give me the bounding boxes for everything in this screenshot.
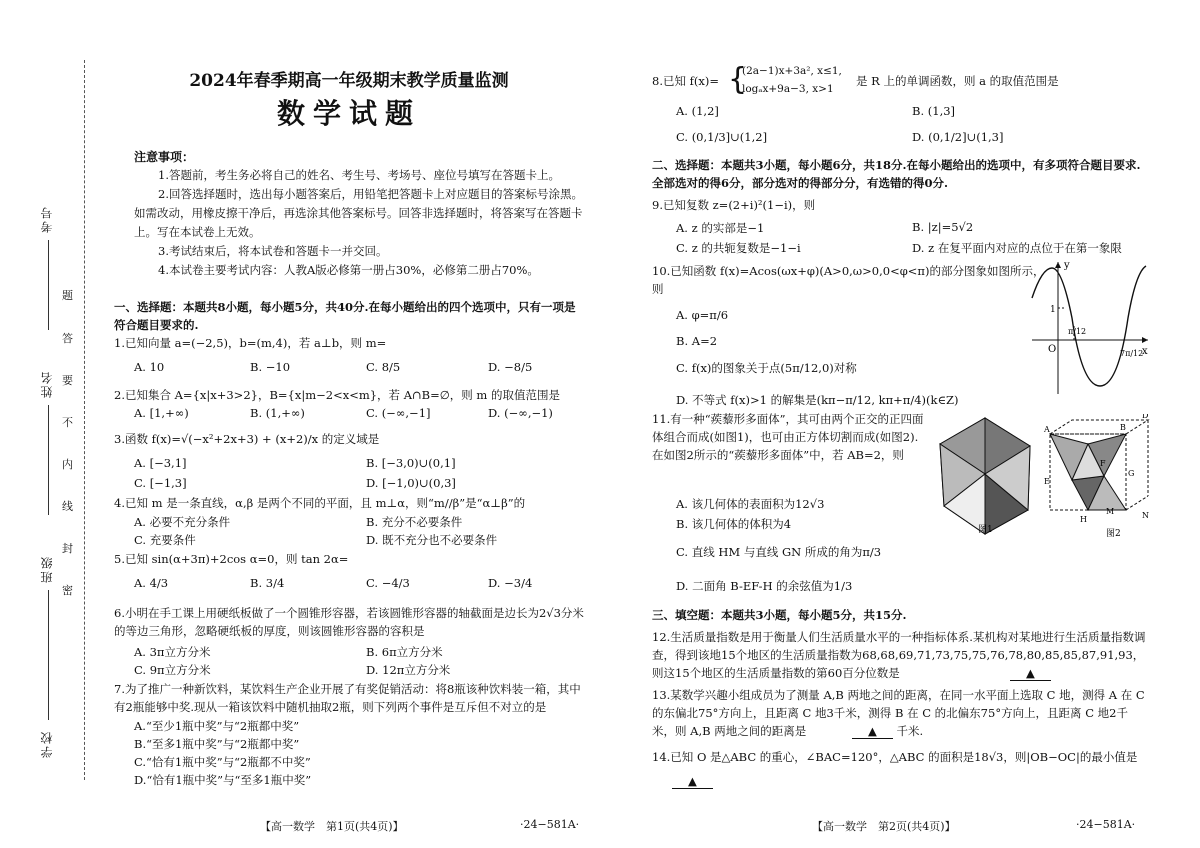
q4-option-b: B. 充分不必要条件 <box>366 515 463 529</box>
seal-char: 内 <box>62 458 73 471</box>
question-14: 14.已知 O 是△ABC 的重心，∠BAC=120°，△ABC 的面积是18√3，则|OB−OC|的最小值是 <box>652 750 1138 764</box>
q9-option-c: C. z 的共轭复数是−1−i <box>676 241 801 255</box>
q8-option-b: B. (1,3] <box>912 104 956 118</box>
q1-option-d: D. −8/5 <box>488 360 533 374</box>
section-1-heading: 一、选择题：本题共8小题，每小题5分，共40分.在每小题给出的四个选项中，只有一项是符合题目要求的. <box>114 300 576 332</box>
label-xuexiao: 学校 <box>40 730 54 758</box>
q1-option-b: B. −10 <box>250 360 291 374</box>
seal-char: 要 <box>62 374 73 387</box>
q9-option-a: A. z 的实部是−1 <box>676 221 765 235</box>
q5-option-c: C. −4/3 <box>366 576 410 590</box>
q5-option-a: A. 4/3 <box>134 576 169 590</box>
q1-option-c: C. 8/5 <box>366 360 401 374</box>
question-10: 10.已知函数 f(x)=Acos(ωx+φ)(A>0,ω>0,0<φ<π)的部分图象如图所示，则 <box>652 264 1045 296</box>
notice-item: 3.考试结束后，将本试卷和答题卡一并交回。 <box>158 244 388 258</box>
q11-option-c: C. 直线 HM 与直线 GN 所成的角为π/3 <box>676 545 882 559</box>
question-6: 6.小明在手工课上用硬纸板做了一个圆锥形容器，若该圆锥形容器的轴截面是边长为2√3分米的等边三角形，忽略硬纸板的厚度，则该圆锥形容器的容积是 <box>114 606 584 638</box>
label-kaohao: 考号 <box>40 205 54 233</box>
q9-option-b: B. |z|=5√2 <box>912 220 974 234</box>
q3-option-c: C. [−1,3] <box>134 476 187 490</box>
question-8-prefix: 8.已知 f(x)= <box>652 74 719 88</box>
q5-option-d: D. −3/4 <box>488 576 533 590</box>
seal-char: 不 <box>62 416 73 429</box>
question-4: 4.已知 m 是一条直线，α,β 是两个不同的平面，且 m⊥α，则“m//β”是“α⊥β”的 <box>114 496 526 510</box>
question-11: 11.有一种“蒺藜形多面体”，其可由两个正交的正四面体组合而成(如图1)，也可由正方体切割而成(如图2).在如图2所示的“蒺藜形多面体”中，若 AB=2，则 <box>652 412 924 462</box>
q2-option-b: B. (1,+∞) <box>250 406 305 420</box>
seal-char: 题 <box>62 289 73 302</box>
seal-char: 封 <box>62 542 73 555</box>
question-13: 13.某数学兴趣小组成员为了测量 A,B 两地之间的距离，在同一水平面上选取 C 地，测得 A 在 C 的东偏北75°方向上，且距离 C 地3千米，测得 B 在 C 的北偏东75°方向上，且距离 C 地2千米，则 A,B 两地之间的距离是 <box>652 688 1145 738</box>
q11-figure-2 <box>1042 414 1152 540</box>
svg-text:F: F <box>1100 459 1106 468</box>
svg-text:G: G <box>1128 469 1135 478</box>
svg-text:A: A <box>1044 425 1050 434</box>
q3-option-b: B. [−3,0)∪(0,1] <box>366 456 456 470</box>
q7-option-a: A.“至少1瓶中奖”与“2瓶都中奖” <box>134 719 300 733</box>
xingming-line <box>48 405 49 515</box>
question-1: 1.已知向量 a=(−2,5)，b=(m,4)，若 a⊥b，则 m= <box>114 336 387 350</box>
page-1-code: ·24−581A· <box>520 818 580 831</box>
label-xingming: 姓名 <box>40 370 54 398</box>
question-8-suffix: 是 R 上的单调函数，则 a 的取值范围是 <box>856 74 1059 88</box>
q8-brace: { <box>728 62 748 97</box>
q13-blank-mark: ▲ <box>852 724 893 739</box>
q13-unit: 千米. <box>896 724 924 738</box>
q4-option-a: A. 必要不充分条件 <box>134 515 231 529</box>
q14-answer-blank[interactable] <box>672 772 713 790</box>
q2-option-a: A. [1,+∞) <box>134 406 189 420</box>
seal-line <box>84 60 85 780</box>
binding-margin <box>0 0 100 848</box>
q12-blank-mark: ▲ <box>1010 666 1051 681</box>
page-2-code: ·24−581A· <box>1076 818 1136 831</box>
question-3: 3.函数 f(x)=√(−x²+2x+3) + (x+2)/x 的定义域是 <box>114 432 380 446</box>
page-2 <box>652 0 1152 848</box>
page-2-footer: 【高一数学 第2页(共4页)】 <box>812 820 956 833</box>
graph-origin: O <box>1048 344 1057 355</box>
q14-blank-mark: ▲ <box>672 774 713 789</box>
question-2: 2.已知集合 A={x|x+3>2}，B={x|m−2<x<m}，若 A∩B=∅，则 m 的取值范围是 <box>114 388 560 402</box>
svg-text:E: E <box>1044 477 1050 486</box>
notice-heading: 注意事项： <box>134 150 195 164</box>
question-5: 5.已知 sin(α+3π)+2cos α=0，则 tan 2α= <box>114 552 349 566</box>
question-12: 12.生活质量指数是用于衡量人们生活质量水平的一种指标体系.某机构对某地进行生活质量指数调查，得到该地15个地区的生活质量指数为68,68,69,71,73,75,75,76,78,80,85,85,87,91,93，则这15个地区的生活质量指数的第60百分位数是 <box>652 630 1146 680</box>
q8-option-a: A. (1,2] <box>676 104 719 118</box>
svg-text:D: D <box>1142 414 1149 420</box>
q6-option-c: C. 9π立方分米 <box>134 663 211 677</box>
seal-char: 密 <box>62 584 73 597</box>
notice-item: 4.本试卷主要考试内容：人教A版必修第一册占30%，必修第二册占70%。 <box>158 263 539 277</box>
q4-option-d: D. 既不充分也不必要条件 <box>366 533 498 547</box>
q10-option-d: D. 不等式 f(x)>1 的解集是(kπ−π/12, kπ+π/4)(k∈Z) <box>676 393 959 407</box>
graph-y-label: y <box>1064 260 1070 271</box>
exam-title: 2024年春季期高一年级期末教学质量监测 <box>189 71 509 91</box>
q2-option-d: D. (−∞,−1) <box>488 406 553 420</box>
kaohao-line <box>48 240 49 330</box>
svg-text:N: N <box>1142 511 1149 520</box>
q8-option-d: D. (0,1/2]∪(1,3] <box>912 130 1004 144</box>
q6-option-a: A. 3π立方分米 <box>134 645 211 659</box>
question-9: 9.已知复数 z=(2+i)²(1−i)，则 <box>652 198 816 212</box>
q1-option-a: A. 10 <box>134 360 165 374</box>
svg-text:B: B <box>1120 423 1126 432</box>
notice-item: 1.答题前，考生务必将自己的姓名、考生号、考场号、座位号填写在答题卡上。 <box>158 168 560 182</box>
label-banji: 班级 <box>40 555 54 583</box>
q10-option-a: A. φ=π/6 <box>676 308 729 322</box>
graph-y-tick: 1 <box>1050 305 1056 315</box>
svg-text:H: H <box>1080 515 1087 524</box>
graph-tick-1: π/12 <box>1068 327 1087 336</box>
seal-char: 线 <box>62 500 73 513</box>
q8-piece-2: logₐx+9a−3, x>1 <box>742 83 834 95</box>
q4-option-c: C. 充要条件 <box>134 533 196 547</box>
question-7: 7.为了推广一种新饮料，某饮料生产企业开展了有奖促销活动：将8瓶该种饮料装一箱，其中有2瓶能够中奖.现从一箱该饮料中随机抽取2瓶，则下列两个事件是互斥但不对立的是 <box>114 682 581 714</box>
q6-option-d: D. 12π立方分米 <box>366 663 451 677</box>
graph-x-label: x <box>1142 346 1148 357</box>
q9-option-d: D. z 在复平面内对应的点位于在第一象限 <box>912 241 1122 255</box>
section-2-heading: 二、选择题：本题共3小题，每小题6分，共18分.在每小题给出的选项中，有多项符合题目要求.全部选对的得6分，部分选对的得部分分，有选错的得0分. <box>652 158 1141 190</box>
q13-answer-blank[interactable] <box>852 722 923 740</box>
graph-tick-2: 7π/12 <box>1120 349 1144 358</box>
notice-item: 2.回答选择题时，选出每小题答案后，用铅笔把答题卡上对应题目的答案标号涂黑。如需改动，用橡皮擦干净后，再选涂其他答案标号。回答非选择题时，将答案写在答题卡上。写在本试卷上无效。 <box>134 187 583 239</box>
page-1-footer: 【高一数学 第1页(共4页)】 <box>260 820 404 833</box>
q3-option-d: D. [−1,0)∪(0,3] <box>366 476 456 490</box>
page-1 <box>110 0 588 848</box>
subject-title: 数学试题 <box>276 97 421 130</box>
figure-2-label: 图2 <box>1106 529 1121 539</box>
q2-option-c: C. (−∞,−1] <box>366 406 431 420</box>
q7-option-b: B.“至多1瓶中奖”与“2瓶都中奖” <box>134 737 300 751</box>
q12-answer-blank[interactable] <box>1010 664 1051 682</box>
q8-piece-1: (2a−1)x+3a², x≤1, <box>742 65 842 77</box>
svg-text:M: M <box>1106 507 1115 516</box>
q11-option-d: D. 二面角 B-EF-H 的余弦值为1/3 <box>676 579 853 593</box>
q11-figure-1 <box>930 414 1040 540</box>
seal-char: 答 <box>62 332 73 345</box>
figure-1-label: 图1 <box>978 525 993 535</box>
q7-option-d: D.“恰有1瓶中奖”与“至多1瓶中奖” <box>134 773 312 787</box>
banji-line <box>48 590 49 720</box>
q10-option-c: C. f(x)的图象关于点(5π/12,0)对称 <box>676 361 857 375</box>
q10-graph <box>1028 258 1152 398</box>
q10-option-b: B. A=2 <box>676 334 718 348</box>
q11-option-b: B. 该几何体的体积为4 <box>676 517 792 531</box>
q11-option-a: A. 该几何体的表面积为12√3 <box>676 497 825 511</box>
q6-option-b: B. 6π立方分米 <box>366 645 443 659</box>
q5-option-b: B. 3/4 <box>250 576 285 590</box>
q8-option-c: C. (0,1/3]∪(1,2] <box>676 130 768 144</box>
q7-option-c: C.“恰有1瓶中奖”与“2瓶都不中奖” <box>134 755 311 769</box>
section-3-heading: 三、填空题：本题共3小题，每小题5分，共15分. <box>652 608 907 622</box>
q3-option-a: A. [−3,1] <box>134 456 187 470</box>
